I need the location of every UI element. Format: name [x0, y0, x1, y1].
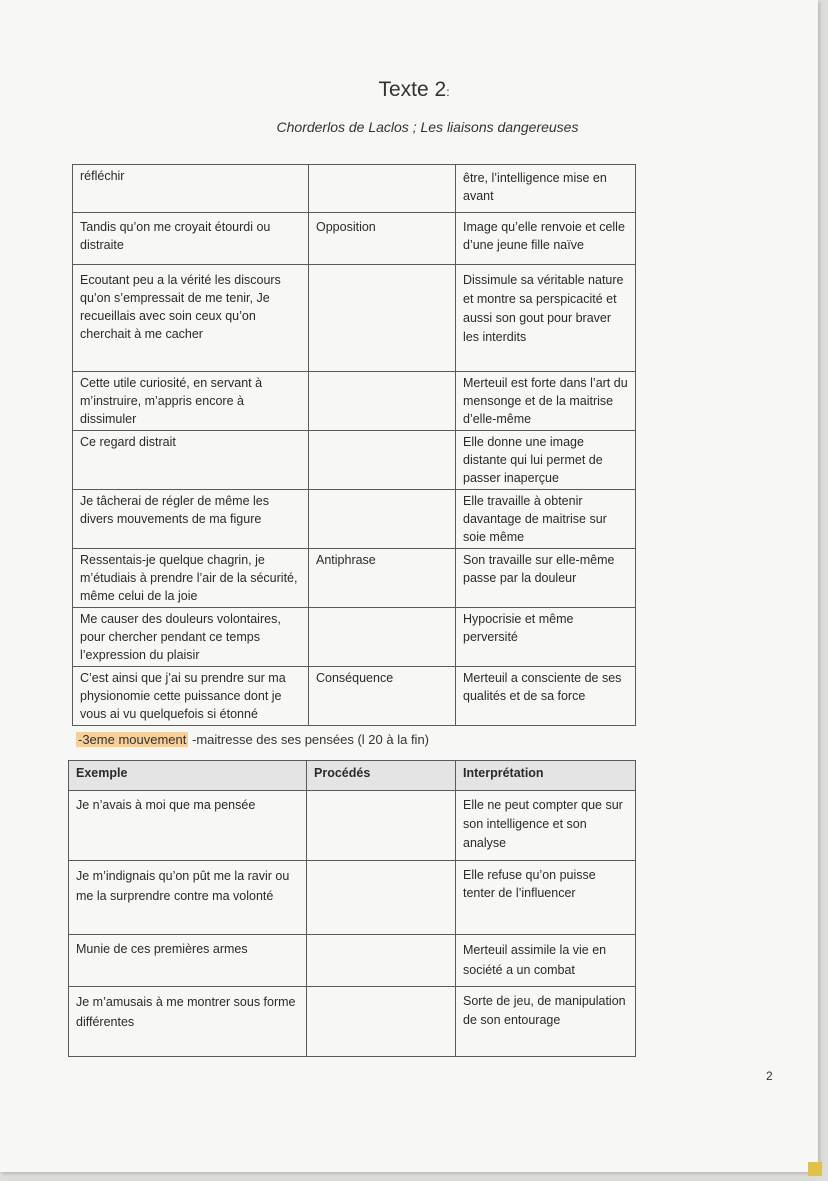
interpretation-cell: Elle refuse qu’on puisse tenter de l’influencer: [456, 861, 636, 935]
procede-cell: [309, 265, 456, 372]
page-number: 2: [766, 1069, 773, 1083]
example-cell: Ecoutant peu a la vérité les discours qu’on s’empressait de me tenir, Je recueillais avec soin ceux qu’on cherchait à me cacher: [73, 265, 309, 372]
table-row: [73, 213, 636, 265]
header-procedes: Procédés: [307, 761, 456, 791]
corner-tab: [808, 1162, 822, 1176]
table-row: [69, 987, 636, 1057]
procede-cell: [309, 372, 456, 431]
table-row: [73, 165, 636, 213]
header-interpretation: Interprétation: [456, 761, 636, 791]
title-suffix: :: [446, 85, 450, 99]
example-cell: Tandis qu’on me croyait étourdi ou distraite: [73, 213, 309, 265]
table-row: [69, 935, 636, 987]
interpretation-cell: Sorte de jeu, de manipulation de son entourage: [456, 987, 636, 1057]
procede-cell: Antiphrase: [309, 549, 456, 608]
procede-cell: [307, 861, 456, 935]
table-row: [73, 667, 636, 726]
procede-cell: [307, 791, 456, 861]
example-cell: Ressentais-je quelque chagrin, je m’étudiais à prendre l’air de la sécurité, même celui de la joie: [73, 549, 309, 608]
example-cell: réfléchir: [73, 165, 309, 213]
table-row: [73, 549, 636, 608]
interpretation-cell: Merteuil est forte dans l’art du mensonge et de la maitrise d’elle-même: [456, 372, 636, 431]
interpretation-cell: Merteuil assimile la vie en société a un combat: [456, 935, 636, 987]
interpretation-cell: Dissimule sa véritable nature et montre sa perspicacité et aussi son gout pour braver les interdits: [456, 265, 636, 372]
title-text: Texte 2: [378, 78, 447, 101]
analysis-table-3rd-movement: [68, 760, 636, 1057]
example-cell: Cette utile curiosité, en servant à m’instruire, m’appris encore à dissimuler: [73, 372, 309, 431]
example-cell: Je n’avais à moi que ma pensée: [69, 791, 307, 861]
page-title: [0, 78, 828, 102]
example-cell: Ce regard distrait: [73, 431, 309, 490]
analysis-table-2nd-movement: [72, 164, 636, 726]
table-row: [73, 490, 636, 549]
table-row: [73, 372, 636, 431]
movement-heading: [76, 732, 429, 747]
example-cell: Je m’amusais à me montrer sous forme différentes: [69, 987, 307, 1057]
interpretation-cell: Hypocrisie et même perversité: [456, 608, 636, 667]
example-cell: Je m’indignais qu’on pût me la ravir ou me la surprendre contre ma volonté: [69, 861, 307, 935]
interpretation-cell: être, l’intelligence mise en avant: [456, 165, 636, 213]
example-cell: Munie de ces premières armes: [69, 935, 307, 987]
interpretation-cell: Image qu’elle renvoie et celle d’une jeune fille naïve: [456, 213, 636, 265]
interpretation-cell: Elle travaille à obtenir davantage de maitrise sur soie même: [456, 490, 636, 549]
interpretation-cell: Elle donne une image distante qui lui permet de passer inaperçue: [456, 431, 636, 490]
procede-cell: [309, 431, 456, 490]
procede-cell: Opposition: [309, 213, 456, 265]
table-row: [73, 265, 636, 372]
example-cell: Je tâcherai de régler de même les divers mouvements de ma figure: [73, 490, 309, 549]
procede-cell: [309, 490, 456, 549]
subtitle: Chorderlos de Laclos ; Les liaisons dangereuses: [276, 119, 579, 135]
table-row: [69, 791, 636, 861]
interpretation-cell: Merteuil a consciente de ses qualités et de sa force: [456, 667, 636, 726]
movement-highlight: -3eme mouvement: [78, 732, 187, 747]
example-cell: Me causer des douleurs volontaires, pour chercher pendant ce temps l’expression du plaisir: [73, 608, 309, 667]
procede-cell: [309, 165, 456, 213]
interpretation-cell: Son travaille sur elle-même passe par la douleur: [456, 549, 636, 608]
movement-description: -maitresse des ses pensées (l 20 à la fin): [188, 732, 429, 747]
procede-cell: [307, 935, 456, 987]
interpretation-cell: Elle ne peut compter que sur son intelligence et son analyse: [456, 791, 636, 861]
header-exemple: Exemple: [69, 761, 307, 791]
example-cell: C’est ainsi que j’ai su prendre sur ma physionomie cette puissance dont je vous ai vu quelquefois si étonné: [73, 667, 309, 726]
procede-cell: [309, 608, 456, 667]
table-row: [73, 608, 636, 667]
table-row: [69, 861, 636, 935]
table-row: [73, 431, 636, 490]
procede-cell: Conséquence: [309, 667, 456, 726]
procede-cell: [307, 987, 456, 1057]
table-header-row: [69, 761, 636, 791]
